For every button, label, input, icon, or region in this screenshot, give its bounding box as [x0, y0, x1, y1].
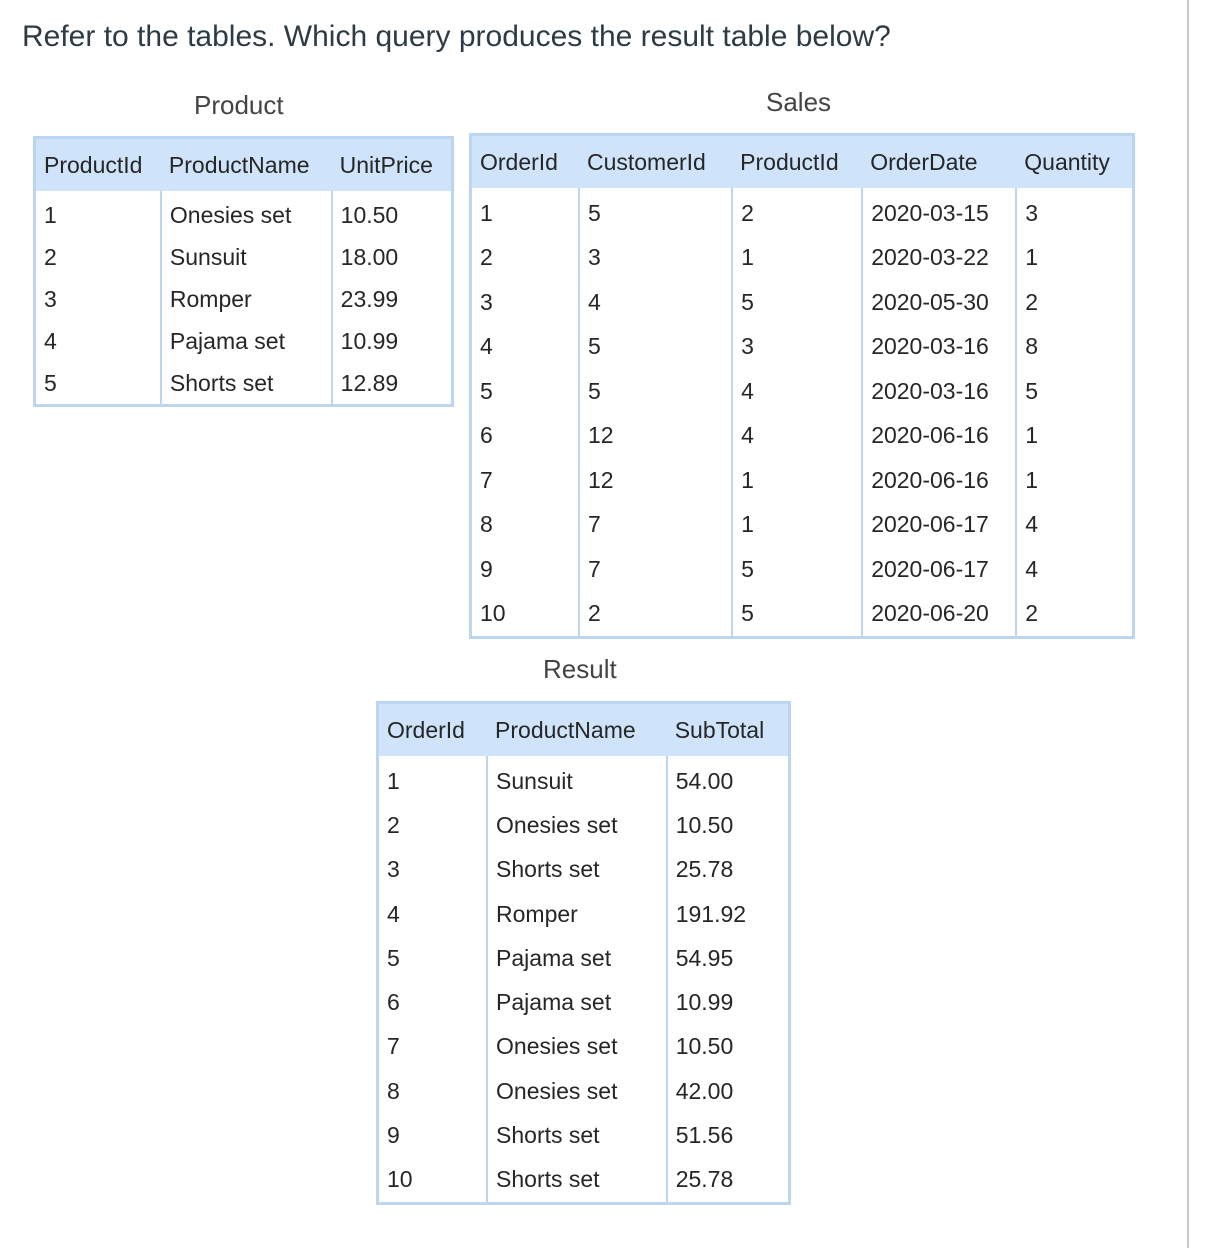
- table-cell: Romper: [161, 278, 332, 320]
- table-cell: 1: [1016, 236, 1133, 281]
- table-cell: 4: [1016, 503, 1133, 548]
- table-row: [378, 980, 790, 1024]
- table-cell: 5: [471, 369, 579, 414]
- column-header: SubTotal: [667, 703, 790, 757]
- table-cell: 51.56: [667, 1113, 790, 1157]
- column-header: ProductId: [35, 138, 161, 192]
- table-cell: 2020-03-16: [862, 325, 1016, 370]
- table-cell: Onesies set: [161, 191, 332, 236]
- table-cell: 8: [1016, 325, 1133, 370]
- result-table-caption: Result: [543, 654, 617, 684]
- table-cell: 7: [579, 503, 732, 548]
- table-cell: 191.92: [667, 892, 790, 936]
- table-cell: 10.50: [667, 803, 790, 847]
- table-row: [471, 369, 1134, 414]
- column-header: OrderId: [471, 135, 579, 189]
- table-cell: 54.95: [667, 936, 790, 980]
- table-row: [35, 320, 453, 362]
- table-row: [378, 1069, 790, 1113]
- table-cell: 7: [471, 458, 579, 503]
- table-row: [471, 592, 1134, 638]
- table-row: [378, 892, 790, 936]
- table-cell: 2: [471, 236, 579, 281]
- column-header: ProductId: [732, 135, 862, 189]
- table-row: [35, 236, 453, 278]
- table-cell: 1: [732, 503, 862, 548]
- table-cell: 4: [378, 892, 488, 936]
- table-cell: 2: [35, 236, 161, 278]
- table-cell: 2020-03-16: [862, 369, 1016, 414]
- table-cell: 6: [378, 980, 488, 1024]
- product-table: [33, 136, 454, 407]
- table-cell: Pajama set: [161, 320, 332, 362]
- table-cell: 4: [35, 320, 161, 362]
- table-cell: 2: [1016, 592, 1133, 638]
- table-cell: Sunsuit: [161, 236, 332, 278]
- table-row: [378, 1158, 790, 1204]
- table-cell: 25.78: [667, 848, 790, 892]
- table-cell: 2020-06-16: [862, 458, 1016, 503]
- table-cell: 54.00: [667, 756, 790, 803]
- table-row: [378, 936, 790, 980]
- column-header: Quantity: [1016, 135, 1133, 189]
- table-cell: 10.50: [332, 191, 453, 236]
- table-cell: 8: [471, 503, 579, 548]
- table-row: [378, 1025, 790, 1069]
- column-header: OrderId: [378, 703, 488, 757]
- table-cell: 5: [579, 188, 732, 236]
- table-cell: 7: [579, 547, 732, 592]
- table-row: [378, 848, 790, 892]
- table-row: [471, 458, 1134, 503]
- column-header: OrderDate: [862, 135, 1016, 189]
- table-row: [378, 756, 790, 803]
- table-cell: 10.99: [332, 320, 453, 362]
- table-cell: 5: [35, 362, 161, 406]
- table-cell: 3: [579, 236, 732, 281]
- table-cell: 1: [35, 191, 161, 236]
- table-row: [471, 325, 1134, 370]
- column-header: ProductName: [161, 138, 332, 192]
- table-cell: 8: [378, 1069, 488, 1113]
- table-cell: 10.50: [667, 1025, 790, 1069]
- table-cell: 5: [378, 936, 488, 980]
- table-cell: 42.00: [667, 1069, 790, 1113]
- table-cell: Onesies set: [487, 1025, 667, 1069]
- table-cell: 25.78: [667, 1158, 790, 1204]
- product-table-caption: Product: [194, 90, 284, 120]
- table-cell: Shorts set: [487, 1113, 667, 1157]
- table-row: [471, 188, 1134, 236]
- table-header-row: [378, 703, 790, 757]
- table-cell: 3: [35, 278, 161, 320]
- table-cell: 18.00: [332, 236, 453, 278]
- result-table: [376, 701, 791, 1205]
- table-row: [378, 803, 790, 847]
- table-cell: 5: [732, 547, 862, 592]
- table-cell: 5: [732, 280, 862, 325]
- table-cell: 10: [471, 592, 579, 638]
- table-cell: 9: [471, 547, 579, 592]
- table-row: [471, 280, 1134, 325]
- table-row: [35, 191, 453, 236]
- table-cell: 2: [1016, 280, 1133, 325]
- table-row: [35, 362, 453, 406]
- table-row: [378, 1113, 790, 1157]
- table-cell: 5: [732, 592, 862, 638]
- table-cell: 1: [471, 188, 579, 236]
- table-cell: 3: [732, 325, 862, 370]
- table-cell: 2: [579, 592, 732, 638]
- table-row: [471, 547, 1134, 592]
- table-cell: 1: [378, 756, 488, 803]
- table-cell: 4: [1016, 547, 1133, 592]
- table-cell: 6: [471, 414, 579, 459]
- table-cell: 2020-06-20: [862, 592, 1016, 638]
- table-cell: 2: [732, 188, 862, 236]
- column-header: ProductName: [487, 703, 667, 757]
- table-header-row: [35, 138, 453, 192]
- table-cell: 9: [378, 1113, 488, 1157]
- table-cell: 1: [732, 458, 862, 503]
- table-cell: 2020-06-16: [862, 414, 1016, 459]
- table-cell: 4: [471, 325, 579, 370]
- table-cell: Shorts set: [487, 1158, 667, 1204]
- table-cell: Pajama set: [487, 980, 667, 1024]
- table-cell: 2020-03-15: [862, 188, 1016, 236]
- table-cell: 5: [579, 369, 732, 414]
- table-cell: 12: [579, 414, 732, 459]
- table-cell: 10: [378, 1158, 488, 1204]
- table-cell: 10.99: [667, 980, 790, 1024]
- table-cell: 2020-05-30: [862, 280, 1016, 325]
- table-cell: 3: [1016, 188, 1133, 236]
- table-cell: 1: [1016, 414, 1133, 459]
- table-cell: 23.99: [332, 278, 453, 320]
- table-row: [35, 278, 453, 320]
- table-cell: 2020-03-22: [862, 236, 1016, 281]
- sales-table-caption: Sales: [766, 87, 832, 117]
- table-cell: Onesies set: [487, 1069, 667, 1113]
- table-cell: 1: [1016, 458, 1133, 503]
- table-row: [471, 503, 1134, 548]
- table-cell: Romper: [487, 892, 667, 936]
- table-cell: 1: [732, 236, 862, 281]
- sales-table: [469, 133, 1135, 639]
- table-cell: 4: [732, 414, 862, 459]
- page-right-border: [1187, 0, 1189, 1248]
- table-cell: 2020-06-17: [862, 503, 1016, 548]
- table-cell: Shorts set: [161, 362, 332, 406]
- table-row: [471, 236, 1134, 281]
- table-cell: Pajama set: [487, 936, 667, 980]
- table-cell: Shorts set: [487, 848, 667, 892]
- table-cell: 12: [579, 458, 732, 503]
- table-cell: 5: [1016, 369, 1133, 414]
- table-cell: 7: [378, 1025, 488, 1069]
- column-header: CustomerId: [579, 135, 732, 189]
- table-cell: 3: [471, 280, 579, 325]
- question-text: Refer to the tables. Which query produces the result table below?: [22, 20, 891, 53]
- table-cell: 12.89: [332, 362, 453, 406]
- table-cell: 3: [378, 848, 488, 892]
- table-cell: 2: [378, 803, 488, 847]
- table-cell: 2020-06-17: [862, 547, 1016, 592]
- table-header-row: [471, 135, 1134, 189]
- column-header: UnitPrice: [332, 138, 453, 192]
- table-cell: 5: [579, 325, 732, 370]
- table-cell: 4: [732, 369, 862, 414]
- table-row: [471, 414, 1134, 459]
- table-cell: 4: [579, 280, 732, 325]
- table-cell: Onesies set: [487, 803, 667, 847]
- table-cell: Sunsuit: [487, 756, 667, 803]
